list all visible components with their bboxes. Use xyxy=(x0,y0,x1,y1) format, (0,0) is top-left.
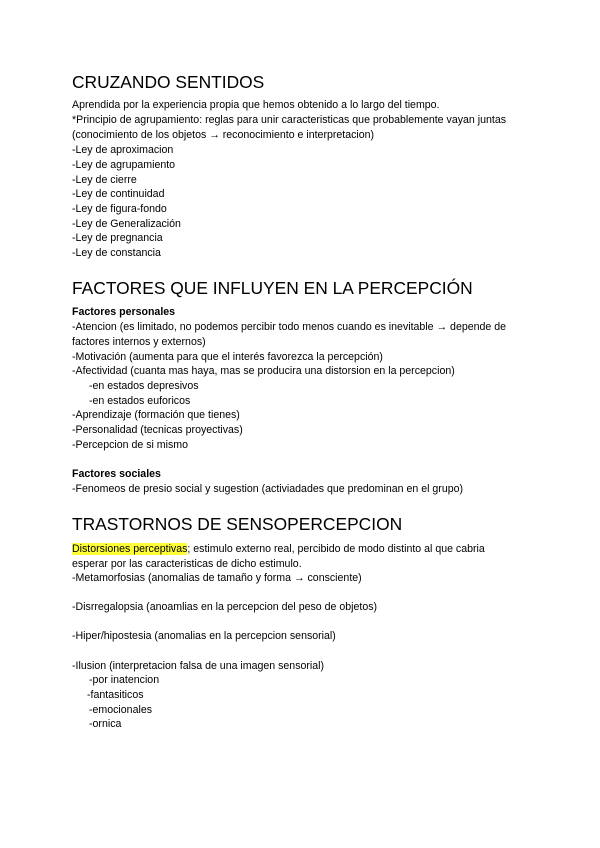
definition-line xyxy=(72,542,485,557)
list-item: -Motivación (aumenta para que el interés favorezca la percepción) xyxy=(72,351,383,363)
list-item: -Personalidad (tecnicas proyectivas) xyxy=(72,424,243,436)
sub-list-item: -ornica xyxy=(89,718,122,730)
subheading-personales: Factores personales xyxy=(72,306,176,318)
subheading-sociales: Factores sociales xyxy=(72,468,161,480)
list-item: -Aprendizaje (formación que tienes) xyxy=(72,409,240,421)
list-item: -Ley de continuidad xyxy=(72,188,165,200)
paragraph-line: *Principio de agrupamiento: reglas para unir caracteristicas que probablemente vayan juntas xyxy=(72,114,507,126)
list-item: -Ley de constancia xyxy=(72,247,161,259)
definition-text: ; estimulo externo real, percibido de modo distinto al que cabria xyxy=(187,543,485,555)
list-item: -Ley de Generalización xyxy=(72,218,181,230)
section-title-trastornos: TRASTORNOS DE SENSOPERCEPCION xyxy=(72,514,403,534)
sub-list-item: -en estados euforicos xyxy=(89,395,191,407)
sub-list-item: -en estados depresivos xyxy=(89,380,199,392)
list-item: -Fenomeos de presio social y sugestion (activiadades que predominan en el grupo) xyxy=(72,483,464,495)
list-item: -Ley de pregnancia xyxy=(72,232,163,244)
paragraph-line: (conocimiento de los objetos → reconocimiento e interpretacion) xyxy=(72,129,375,141)
section-title-factores: FACTORES QUE INFLUYEN EN LA PERCEPCIÓN xyxy=(72,278,473,298)
section-title-cruzando: CRUZANDO SENTIDOS xyxy=(72,72,265,92)
sub-list-item: -emocionales xyxy=(89,704,153,716)
sub-list-item: -fantasiticos xyxy=(87,689,144,701)
list-item: -Ilusion (interpretacion falsa de una imagen sensorial) xyxy=(72,660,325,672)
paragraph-line: factores internos y externos) xyxy=(72,336,206,348)
highlighted-term: Distorsiones perceptivas xyxy=(72,543,188,555)
list-item: -Ley de figura-fondo xyxy=(72,203,167,215)
list-item: -Ley de agrupamiento xyxy=(72,159,176,171)
list-item: -Afectividad (cuanta mas haya, mas se producira una distorsion en la percepcion) xyxy=(72,365,455,377)
list-item: -Ley de aproximacion xyxy=(72,144,174,156)
list-item: -Hiper/hipostesia (anomalias en la percepcion sensorial) xyxy=(72,630,336,642)
list-item: -Ley de cierre xyxy=(72,174,137,186)
paragraph-line: esperar por las caracteristicas de dicho estimulo. xyxy=(72,558,302,570)
list-item: -Disrregalopsia (anoamlias en la percepcion del peso de objetos) xyxy=(72,601,378,613)
sub-list-item: -por inatencion xyxy=(89,674,160,686)
list-item: -Atencion (es limitado, no podemos percibir todo menos cuando es inevitable → depende de xyxy=(72,321,507,333)
list-item: -Percepcion de si mismo xyxy=(72,439,188,451)
paragraph-line: Aprendida por la experiencia propia que hemos obtenido a lo largo del tiempo. xyxy=(72,99,440,111)
list-item: -Metamorfosias (anomalias de tamaño y forma → consciente) xyxy=(72,572,362,584)
